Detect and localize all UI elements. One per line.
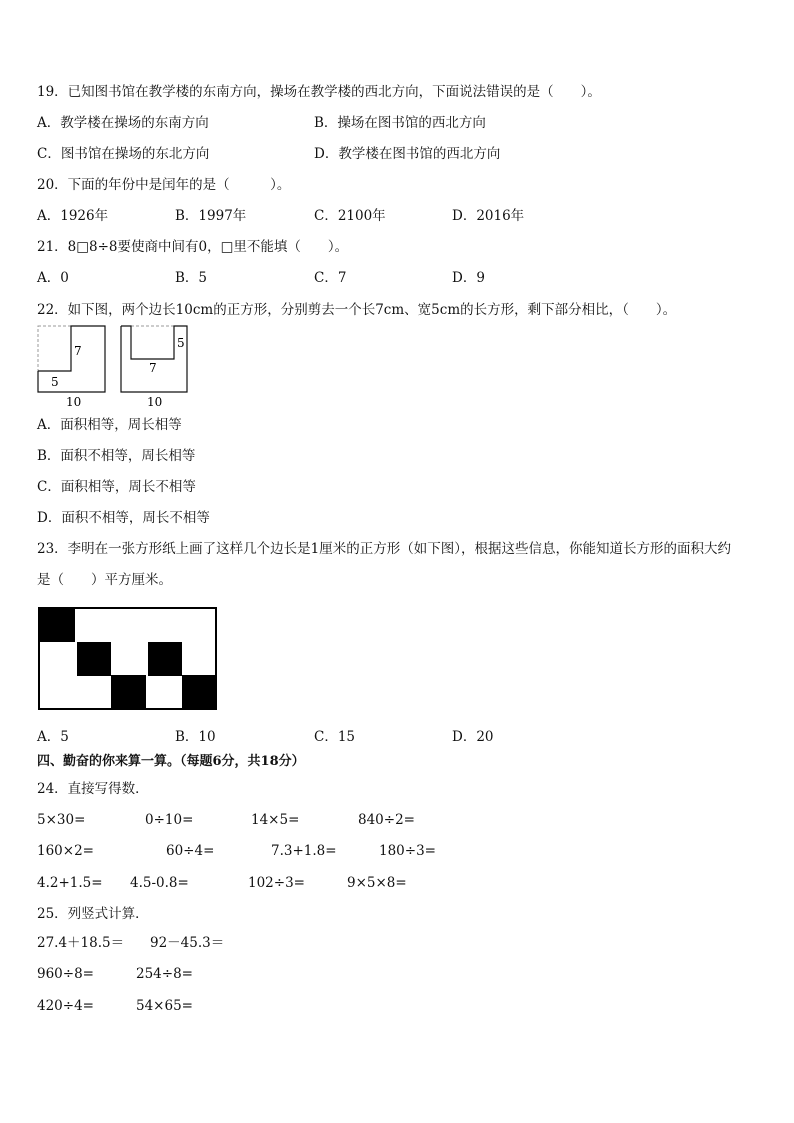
q22-fig2-label-5: 5 — [177, 336, 185, 350]
q19-option-d[interactable]: D．教学楼在图书馆的西北方向 — [314, 146, 501, 162]
q24-item: 180÷3= — [379, 843, 436, 859]
q23-square — [182, 675, 215, 708]
q24-item: 14×5= — [251, 812, 300, 828]
q23-rectangle-figure — [38, 607, 217, 710]
q24-item: 5×30= — [37, 812, 86, 828]
q25-item: 420÷4= — [37, 998, 94, 1014]
q22-stem: 22．如下图，两个边长10cm的正方形，分别剪去一个长7cm、宽5cm的长方形，剩下部分相比，（ ）。 — [37, 302, 677, 318]
q22-fig1-label-10: 10 — [66, 395, 82, 409]
q23-stem-line2: 是（ ）平方厘米。 — [37, 572, 172, 588]
q23-square — [148, 642, 182, 676]
q25-stem: 25．列竖式计算． — [37, 906, 149, 922]
q23-option-c[interactable]: C．15 — [314, 729, 356, 745]
q19-option-b[interactable]: B．操场在图书馆的西北方向 — [314, 115, 486, 131]
q23-option-b[interactable]: B．10 — [175, 729, 216, 745]
q24-item: 4.5-0.8= — [130, 875, 189, 891]
q24-stem: 24．直接写得数． — [37, 781, 149, 797]
q25-item: 54×65= — [136, 998, 193, 1014]
q24-item: 102÷3= — [248, 875, 305, 891]
q19-option-a[interactable]: A．教学楼在操场的东南方向 — [37, 115, 209, 131]
q22-figure-1 — [38, 326, 105, 409]
q23-square — [40, 609, 75, 642]
q20-stem: 20．下面的年份中是闰年的是（ ）。 — [37, 177, 291, 193]
q21-stem: 21．8□8÷8要使商中间有0，□里不能填（ ）。 — [37, 239, 349, 255]
q25-item: 960÷8= — [37, 966, 94, 982]
q23-square — [111, 675, 146, 708]
q23-square — [77, 642, 111, 676]
q19-stem: 19．已知图书馆在教学楼的东南方向，操场在教学楼的西北方向，下面说法错误的是（ ）。 — [37, 84, 601, 100]
q21-option-a[interactable]: A．0 — [37, 270, 69, 286]
q25-item: 27.4＋18.5＝ — [37, 935, 125, 951]
q25-item: 92－45.3＝ — [150, 935, 225, 951]
q24-item: 60÷4= — [166, 843, 215, 859]
q22-option-a[interactable]: A．面积相等，周长相等 — [37, 417, 182, 433]
q24-item: 840÷2= — [358, 812, 415, 828]
q24-item: 0÷10= — [145, 812, 194, 828]
q22-figures — [34, 322, 194, 410]
q22-option-b[interactable]: B．面积不相等，周长相等 — [37, 448, 196, 464]
q22-fig1-label-5: 5 — [51, 375, 59, 389]
q22-figure-2 — [121, 326, 187, 409]
q23-stem-line1: 23．李明在一张方形纸上画了这样几个边长是1厘米的正方形（如下图），根据这些信息，你能知道长方形的面积大约 — [37, 541, 732, 557]
q24-item: 160×2= — [37, 843, 94, 859]
q21-option-d[interactable]: D．9 — [452, 270, 485, 286]
q20-option-b[interactable]: B．1997年 — [175, 208, 247, 224]
q25-item: 254÷8= — [136, 966, 193, 982]
q23-option-a[interactable]: A．5 — [37, 729, 69, 745]
q24-item: 9×5×8= — [347, 875, 407, 891]
q24-item: 4.2+1.5= — [37, 875, 103, 891]
q22-option-c[interactable]: C．面积相等，周长不相等 — [37, 479, 196, 495]
q20-option-c[interactable]: C．2100年 — [314, 208, 386, 224]
q23-option-d[interactable]: D．20 — [452, 729, 494, 745]
q21-option-b[interactable]: B．5 — [175, 270, 208, 286]
q20-option-d[interactable]: D．2016年 — [452, 208, 525, 224]
q19-option-c[interactable]: C．图书馆在操场的东北方向 — [37, 146, 210, 162]
q20-option-a[interactable]: A．1926年 — [37, 208, 109, 224]
q22-fig2-label-10: 10 — [147, 395, 163, 409]
section-heading: 四、勤奋的你来算一算。（每题6分，共18分） — [37, 754, 305, 769]
q22-option-d[interactable]: D．面积不相等，周长不相等 — [37, 510, 210, 526]
q21-option-c[interactable]: C．7 — [314, 270, 347, 286]
q22-fig2-label-7: 7 — [149, 361, 157, 375]
q24-item: 7.3+1.8= — [271, 843, 337, 859]
q22-fig1-label-7: 7 — [74, 344, 82, 358]
